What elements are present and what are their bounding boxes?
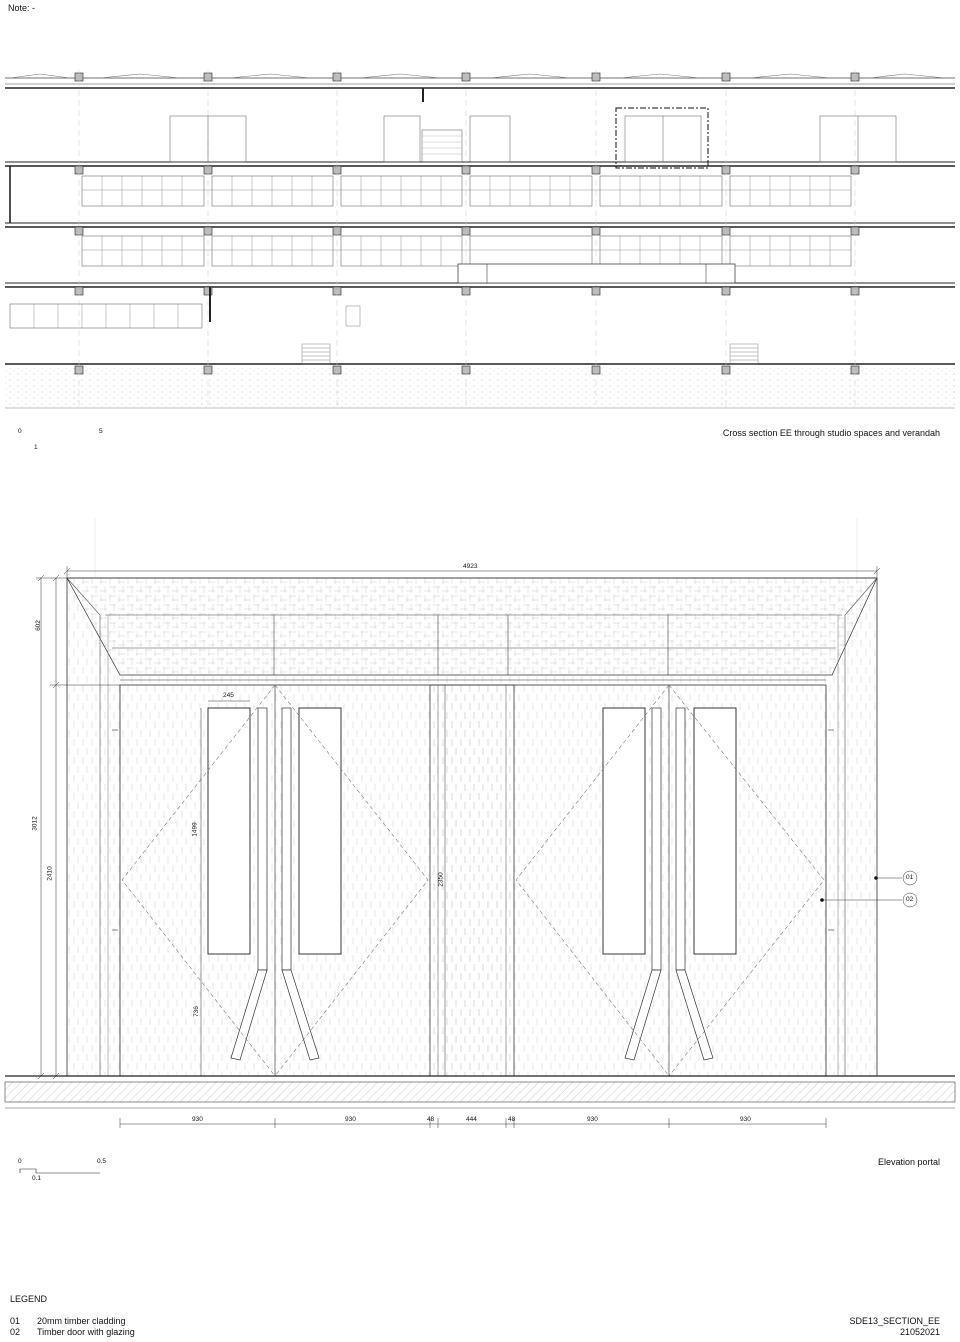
section-scale-end: 5 [99,428,103,435]
sheet-date: 21052021 [899,1327,940,1337]
sheet-note: Note: - [8,3,36,13]
dim-bottom-6: 930 [587,1116,598,1123]
legend-text-01: 20mm timber cladding [37,1316,126,1326]
elevation-scale-start: 0 [18,1158,22,1165]
legend-num-02: 02 [10,1327,21,1337]
legend-title: LEGEND [10,1294,48,1304]
section-scale-mid: 1 [34,444,38,451]
dim-602: 602 [34,620,42,631]
dim-736: 736 [192,1006,200,1017]
dim-245: 245 [223,692,234,699]
legend-text-02: Timber door with glazing [37,1327,135,1337]
dim-bottom-7: 930 [740,1116,751,1123]
dim-2350: 2350 [437,872,445,887]
callout-02: 02 [906,896,914,903]
dim-overall-width: 4923 [463,563,478,570]
sheet-code: SDE13_SECTION_EE [849,1316,940,1326]
elevation-caption: Elevation portal [877,1157,940,1167]
section-scale-start: 0 [18,428,22,435]
dim-3012: 3012 [31,816,39,831]
legend-num-01: 01 [10,1316,21,1326]
dim-2410: 2410 [46,866,54,881]
dim-bottom-3: 48 [427,1116,435,1123]
callout-01: 01 [906,874,914,881]
elevation-scale-mid: 0.1 [32,1175,42,1182]
elevation-scale-end: 0.5 [97,1158,107,1165]
dim-bottom-2: 930 [345,1116,356,1123]
dim-bottom-5: 48 [508,1116,516,1123]
dim-bottom-1: 930 [192,1116,203,1123]
dim-1499: 1499 [191,822,199,837]
section-caption: Cross section EE through studio spaces and verandah [722,428,940,438]
dim-bottom-4: 444 [466,1116,477,1123]
